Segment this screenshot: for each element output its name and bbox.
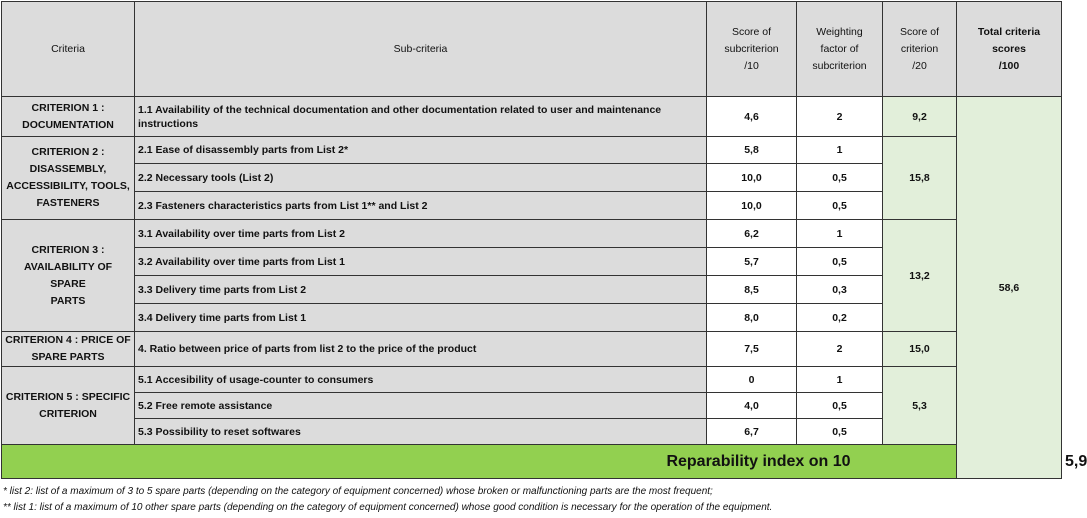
label-line: CRITERION 3 : — [31, 243, 105, 256]
subcriterion-name: 2.1 Ease of disassembly parts from List 2* — [135, 137, 707, 164]
weighting-header — [797, 2, 883, 97]
subcriterion-name: 1.1 Availability of the technical documentation and other documentation related to user and maintenance instructions — [135, 97, 707, 137]
weighting-factor: 1 — [797, 220, 883, 248]
criterion-score: 9,2 — [883, 97, 957, 137]
weighting-factor: 0,5 — [797, 192, 883, 220]
label-line: CRITERION 5 : SPECIFIC — [5, 390, 131, 403]
criteria-header: Criteria — [2, 2, 135, 97]
criterion-label — [2, 137, 135, 220]
criterion-label — [2, 332, 135, 367]
weighting-factor: 2 — [797, 97, 883, 137]
criterion-score: 13,2 — [883, 220, 957, 332]
header-line: /10 — [744, 59, 759, 72]
weighting-factor: 0,5 — [797, 419, 883, 445]
table-row — [2, 137, 1062, 164]
subcriterion-name: 3.4 Delivery time parts from List 1 — [135, 304, 707, 332]
weighting-factor: 2 — [797, 332, 883, 367]
reparability-table — [1, 1, 1087, 479]
subcriterion-name: 2.2 Necessary tools (List 2) — [135, 164, 707, 192]
label-line: ACCESSIBILITY, TOOLS, — [6, 180, 130, 192]
subcriterion-score: 6,7 — [707, 419, 797, 445]
subcriterion-score: 10,0 — [707, 192, 797, 220]
subcriterion-name: 5.3 Possibility to reset softwares — [135, 419, 707, 445]
header-line: /20 — [912, 59, 927, 72]
criterion-score: 15,8 — [883, 137, 957, 220]
weighting-factor: 0,5 — [797, 164, 883, 192]
score-subcriterion-header — [707, 2, 797, 97]
label-line: CRITERION 2 : — [31, 146, 105, 158]
header-line: Score of — [731, 25, 772, 38]
total-header — [957, 2, 1062, 97]
subcriterion-score: 5,7 — [707, 248, 797, 276]
subcriterion-name: 3.3 Delivery time parts from List 2 — [135, 276, 707, 304]
header-line: subcriterion — [812, 59, 867, 72]
criterion-label — [2, 220, 135, 332]
subcriterion-score: 10,0 — [707, 164, 797, 192]
label-line: DISASSEMBLY, — [29, 163, 107, 175]
subcriterion-score: 8,0 — [707, 304, 797, 332]
header-line: criterion — [900, 42, 939, 55]
criterion-label — [2, 367, 135, 445]
header-line: factor of — [820, 42, 859, 55]
weighting-factor: 0,5 — [797, 393, 883, 419]
criterion-score: 15,0 — [883, 332, 957, 367]
weighting-factor: 1 — [797, 137, 883, 164]
label-line: AVAILABILITY OF SPARE — [23, 260, 113, 290]
subcriterion-name: 4. Ratio between price of parts from list 2 to the price of the product — [135, 332, 707, 367]
subcriterion-name: 2.3 Fasteners characteristics parts from List 1** and List 2 — [135, 192, 707, 220]
reparability-index-row: Reparability index on 10 5,9 — [2, 445, 1062, 479]
label-line: FASTENERS — [36, 197, 100, 209]
total-criteria-score: 58,6 — [957, 97, 1062, 479]
table-row — [2, 97, 1062, 137]
criterion-label — [2, 97, 135, 137]
weighting-factor: 0,5 — [797, 248, 883, 276]
weighting-factor: 0,2 — [797, 304, 883, 332]
header-row — [2, 2, 1062, 97]
weighting-factor: 0,3 — [797, 276, 883, 304]
index-spacer — [883, 445, 957, 479]
label-line: CRITERION 1 : — [31, 101, 105, 114]
footnote-list-2: * list 2: list of a maximum of 3 to 5 spare parts (depending on the category of equipment concerned) whose broken or malfunctioning parts are the most frequent; — [3, 486, 713, 497]
score-criterion-header — [883, 2, 957, 97]
footnotes — [3, 484, 772, 516]
label-line: CRITERION 4 : PRICE OF — [5, 334, 131, 346]
label-line: SPARE PARTS — [31, 351, 105, 363]
footnote-list-1: ** list 1: list of a maximum of 10 other spare parts (depending on the category of equipment concerned) whose good condition is necessary for the operation of the equipment. — [3, 502, 773, 513]
subcriterion-name: 3.2 Availability over time parts from List 1 — [135, 248, 707, 276]
subcriterion-score: 4,6 — [707, 97, 797, 137]
table-row — [2, 220, 1062, 248]
table-row — [2, 367, 1062, 393]
header-line: Score of — [899, 25, 940, 38]
header-line: /100 — [998, 59, 1020, 72]
label-line: DOCUMENTATION — [22, 118, 114, 131]
subcriterion-name: 5.1 Accesibility of usage-counter to consumers — [135, 367, 707, 393]
table-row — [2, 332, 1062, 367]
label-line: PARTS — [50, 294, 86, 307]
sub-criteria-header: Sub-criteria — [135, 2, 707, 97]
subcriterion-score: 7,5 — [707, 332, 797, 367]
subcriterion-score: 8,5 — [707, 276, 797, 304]
header-line: Total criteria scores — [977, 25, 1041, 55]
label-line: CRITERION — [39, 407, 97, 420]
subcriterion-name: 5.2 Free remote assistance — [135, 393, 707, 419]
header-line: Weighting — [816, 25, 863, 38]
reparability-index-label: Reparability index on 10 — [2, 445, 883, 479]
subcriterion-score: 6,2 — [707, 220, 797, 248]
criterion-score: 5,3 — [883, 367, 957, 445]
subcriterion-name: 3.1 Availability over time parts from List 2 — [135, 220, 707, 248]
subcriterion-score: 5,8 — [707, 137, 797, 164]
subcriterion-score: 4,0 — [707, 393, 797, 419]
weighting-factor: 1 — [797, 367, 883, 393]
subcriterion-score: 0 — [707, 367, 797, 393]
header-line: subcriterion — [724, 42, 779, 55]
